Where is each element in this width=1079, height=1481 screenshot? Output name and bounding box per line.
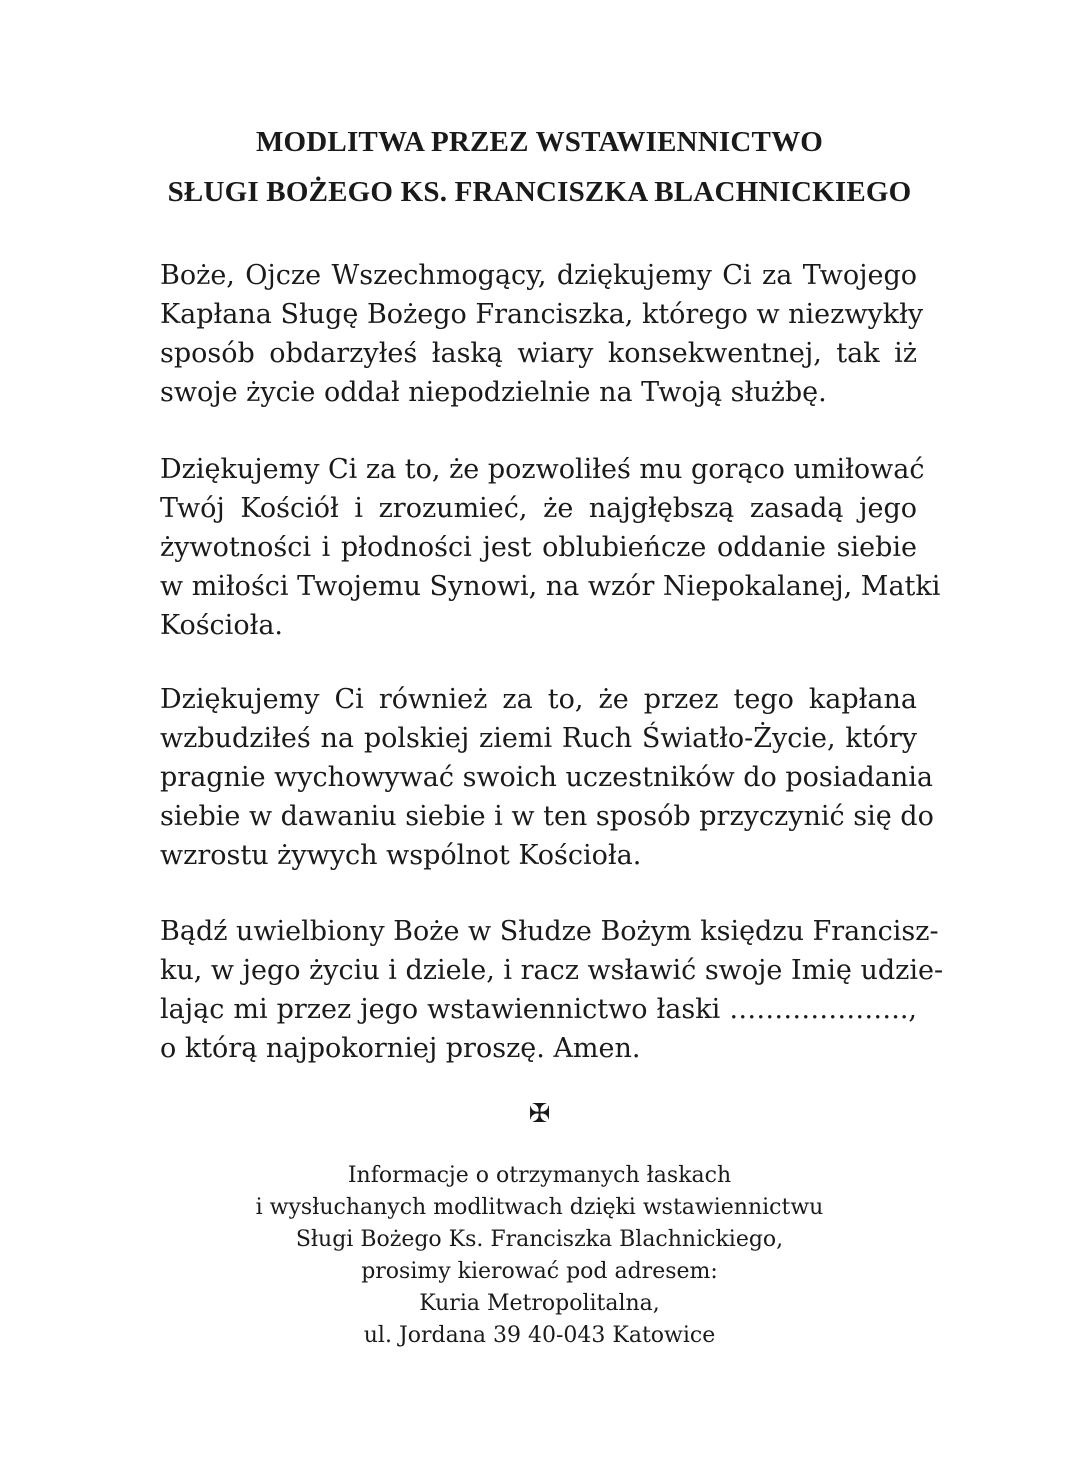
paragraph-line: ku, w jego życiu i dziele, i racz wsławić swoje Imię udzie- — [160, 955, 944, 986]
paragraph-line: sposób obdarzyłeś łaską wiary konsekwentnej, tak iż — [160, 338, 917, 369]
paragraph-line: pragnie wychowywać swoich uczestników do posiadania — [160, 762, 934, 793]
paragraph-line: Dziękujemy Ci również za to, że przez tego kapłana — [160, 684, 917, 715]
info-line: prosimy kierować pod adresem: — [361, 1259, 718, 1284]
paragraph-line: Kościoła. — [160, 610, 284, 641]
paragraph-line: o którą najpokorniej proszę. Amen. — [160, 1033, 641, 1064]
info-line: Kuria Metropolitalna, — [419, 1291, 660, 1316]
paragraph-line: żywotności i płodności jest oblubieńcze oddanie siebie — [160, 532, 917, 563]
paragraph-line: Bądź uwielbiony Boże w Słudze Bożym księdzu Francisz- — [160, 916, 939, 947]
info-line: Sługi Bożego Ks. Franciszka Blachnickiego, — [295, 1227, 784, 1252]
info-line: ul. Jordana 39 40-043 Katowice — [363, 1323, 716, 1348]
info-line: Informacje o otrzymanych łaskach — [347, 1163, 732, 1188]
paragraph-line: w miłości Twojemu Synowi, na wzór Niepokalanej, Matki — [160, 571, 941, 602]
paragraph-line: wzbudziłeś na polskiej ziemi Ruch Światło-Życie, który — [160, 723, 917, 754]
info-line: i wysłuchanych modlitwach dzięki wstawiennictwu — [255, 1195, 824, 1220]
paragraph-line: Dziękujemy Ci za to, że pozwoliłeś mu gorąco umiłować — [160, 454, 925, 485]
paragraph-line: swoje życie oddał niepodzielnie na Twoją służbę. — [160, 377, 827, 408]
contact-info — [0, 1160, 1079, 1352]
title-line-2: SŁUGI BOŻEGO KS. FRANCISZKA BLACHNICKIEGO — [167, 176, 912, 208]
title-line-1: MODLITWA PRZEZ WSTAWIENNICTWO — [255, 126, 824, 158]
paragraph-line: wzrostu żywych wspólnot Kościoła. — [160, 840, 642, 871]
paragraph-line: lając mi przez jego wstawiennictwo łaski ……………….., — [160, 994, 917, 1025]
paragraph-line: Kapłana Sługę Bożego Franciszka, którego w niezwykły — [160, 299, 924, 330]
cross-icon: ✠ — [528, 1099, 551, 1129]
paragraph-line: siebie w dawaniu siebie i w ten sposób przyczynić się do — [160, 801, 934, 832]
paragraph-line: Twój Kościół i zrozumieć, że najgłębszą zasadą jego — [160, 493, 917, 524]
paragraph-line: Boże, Ojcze Wszechmogący, dziękujemy Ci za Twojego — [160, 260, 917, 291]
